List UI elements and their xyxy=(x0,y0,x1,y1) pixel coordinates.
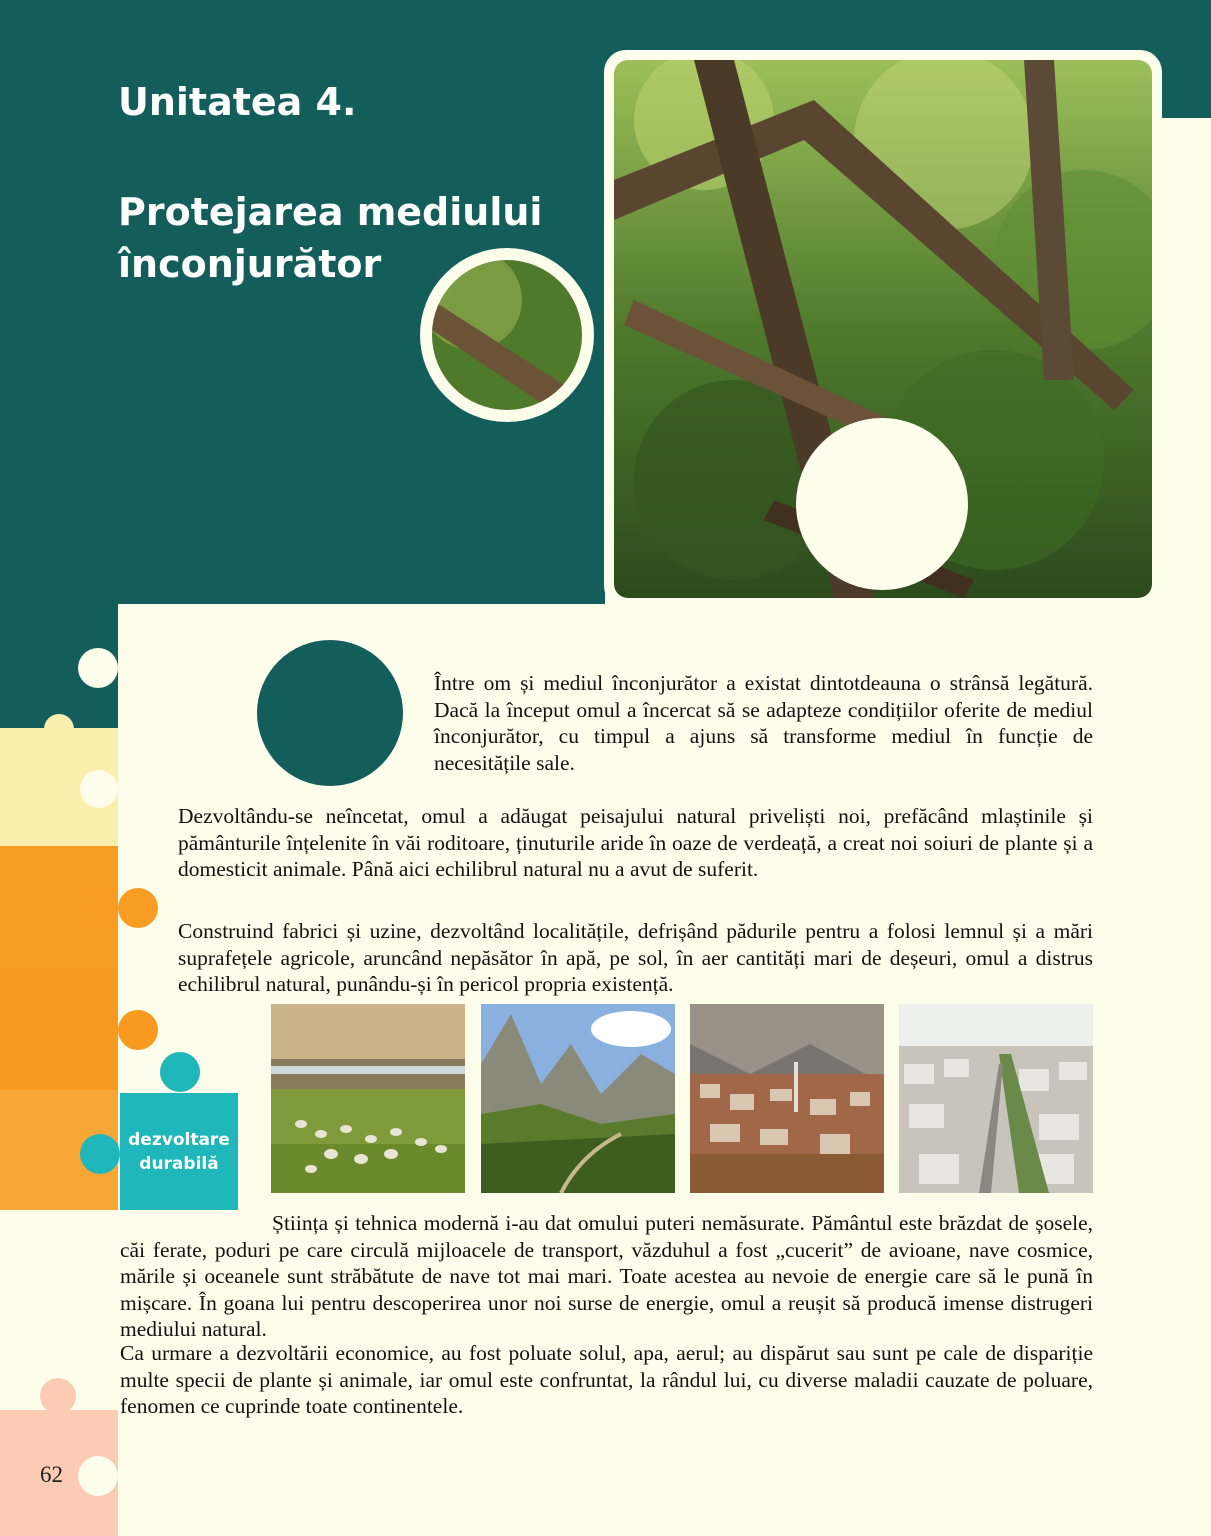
sustainable-development-badge xyxy=(120,1093,238,1210)
badge-line-1: dezvoltare xyxy=(128,1129,230,1150)
badge-line-2: durabilă xyxy=(139,1153,219,1174)
forest-photo-knob xyxy=(432,260,582,410)
page-number: 62 xyxy=(40,1462,63,1487)
puzzle-knob xyxy=(78,1456,118,1496)
puzzle-knob xyxy=(80,770,118,808)
puzzle-knob xyxy=(42,930,78,966)
page-margin xyxy=(1162,118,1211,1536)
paragraph-development: Dezvoltându-se neîncetat, omul a adăugat peisajului natural priveliști noi, prefăcând mlaștinile și pământurile înțelenite în văi roditoare, ținuturile aride în oaze de verdeață, a creat noi soiuri de plante și a domesticit animale. Până aici echilibrul natural nu a avut de suferit. xyxy=(178,804,1093,881)
puzzle-knob xyxy=(42,1048,78,1084)
puzzle-knob xyxy=(160,1052,200,1092)
puzzle-knob xyxy=(40,1378,76,1414)
puzzle-knob xyxy=(44,714,74,744)
paragraph-destruction: Construind fabrici și uzine, dezvoltând localitățile, defrișând pădurile pentru a folosi lemnul și a mări suprafețele agricole, aruncând nepăsător în apă, pe sol, în aer cantități mari de deșeuri, omul a distrus echilibrul natural, punându-și în pericol propria existență. xyxy=(178,919,1093,996)
puzzle-knob xyxy=(78,648,118,688)
puzzle-knob xyxy=(44,806,76,844)
chapter-title: Protejarea mediului înconjurător xyxy=(118,190,543,286)
puzzle-knob-teal xyxy=(257,640,403,786)
puzzle-knob xyxy=(118,888,158,928)
mountain-valley-photo xyxy=(481,1004,675,1193)
puzzle-knob xyxy=(118,1010,158,1050)
unit-title: Unitatea 4. xyxy=(118,80,357,124)
paragraph-pollution: Ca urmare a dezvoltării economice, au fost poluate solul, apa, aerul; au dispărut sau sunt pe cale de dispariție multe specii de plante și animale, iar omul este confruntat, la rândul lui, cu diverse maladii cauzate de poluare, fenomen ce cuprinde toate continentele. xyxy=(120,1341,1093,1418)
paragraph-technology: Știința și tehnica modernă i-au dat omului puteri nemăsurate. Pământul este brăzdat de șosele, căi ferate, poduri pe care circulă mijloacele de transport, văzduhul a fost „cucerit” de avioane, nave cosmice, mările și oceanele sunt străbătute de nave tot mai mari. Toate acestea au nevoie de energie care să le pună în mișcare. În goana lui pentru descoperirea unor noi surse de energie, omul a reușit să producă imense distrugeri mediului natural. xyxy=(120,1211,1093,1341)
puzzle-knob xyxy=(80,1134,120,1174)
paragraph-intro: Între om și mediul înconjurător a existat dintotdeauna o strânsă legătură. Dacă la început omul a încercat să se adapteze condițiilor oferite de mediul înconjurător, cu timpul a ajuns să transforme mediul în funcție de necesitățile sale. xyxy=(434,671,1093,775)
mountain-town-photo xyxy=(690,1004,884,1193)
puzzle-hole xyxy=(796,418,968,590)
city-aerial-photo xyxy=(899,1004,1093,1193)
sheep-pasture-photo xyxy=(271,1004,465,1193)
